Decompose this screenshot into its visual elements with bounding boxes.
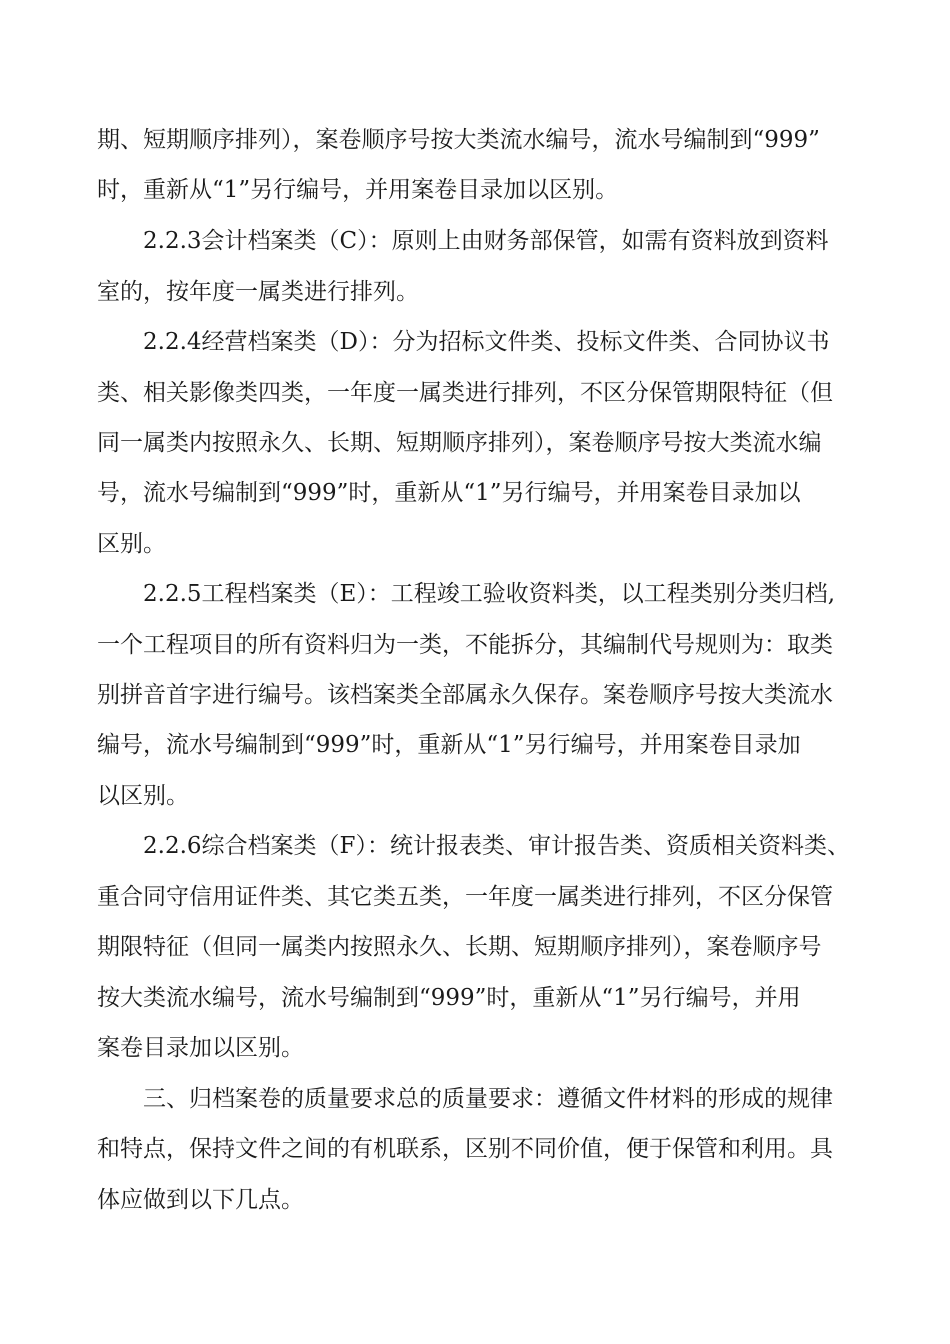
paragraph-4-line-3: 别拼音首字进行编号。该档案类全部属永久保存。案卷顺序号按大类流水: [97, 682, 833, 708]
paragraph-4-line-4: 编号，流水号编制到“999”时，重新从“1”另行编号，并用案卷目录加: [97, 732, 801, 758]
paragraph-1-line-1: 期、短期顺序排列），案卷顺序号按大类流水编号，流水号编制到“999”: [97, 127, 820, 153]
paragraph-3-line-3: 同一属类内按照永久、长期、短期顺序排列），案卷顺序号按大类流水编: [97, 430, 822, 456]
paragraph-2-line-1: 2.2.3会计档案类（C）：原则上由财务部保管，如需有资料放到资料: [143, 228, 829, 254]
paragraph-6-line-1: 三、归档案卷的质量要求总的质量要求：遵循文件材料的形成的规律: [143, 1086, 833, 1112]
paragraph-3-line-1: 2.2.4经营档案类（D）：分为招标文件类、投标文件类、合同协议书: [143, 329, 830, 355]
paragraph-1-line-2: 时，重新从“1”另行编号，并用案卷目录加以区别。: [97, 177, 619, 203]
paragraph-3-line-2: 类、相关影像类四类，一年度一属类进行排列，不区分保管期限特征（但: [97, 380, 833, 406]
paragraph-5-line-4: 按大类流水编号，流水号编制到“999”时，重新从“1”另行编号，并用: [97, 985, 801, 1011]
paragraph-4-line-5: 以区别。: [97, 783, 189, 809]
paragraph-6-line-3: 体应做到以下几点。: [97, 1187, 304, 1213]
paragraph-4-line-1: 2.2.5工程档案类（E）：工程竣工验收资料类，以工程类别分类归档,: [143, 581, 836, 607]
paragraph-3-line-4: 号，流水号编制到“999”时，重新从“1”另行编号，并用案卷目录加以: [97, 480, 801, 506]
paragraph-6-line-2: 和特点，保持文件之间的有机联系，区别不同价值，便于保管和利用。具: [97, 1136, 833, 1162]
paragraph-4-line-2: 一个工程项目的所有资料归为一类，不能拆分，其编制代号规则为：取类: [97, 632, 833, 658]
paragraph-2-line-2: 室的，按年度一属类进行排列。: [97, 279, 419, 305]
paragraph-5-line-3: 期限特征（但同一属类内按照永久、长期、短期顺序排列），案卷顺序号: [97, 934, 822, 960]
paragraph-5-line-2: 重合同守信用证件类、其它类五类，一年度一属类进行排列，不区分保管: [97, 884, 833, 910]
paragraph-5-line-1: 2.2.6综合档案类（F）：统计报表类、审计报告类、资质相关资料类、: [143, 833, 850, 859]
paragraph-3-line-5: 区别。: [97, 531, 166, 557]
paragraph-5-line-5: 案卷目录加以区别。: [97, 1035, 304, 1061]
